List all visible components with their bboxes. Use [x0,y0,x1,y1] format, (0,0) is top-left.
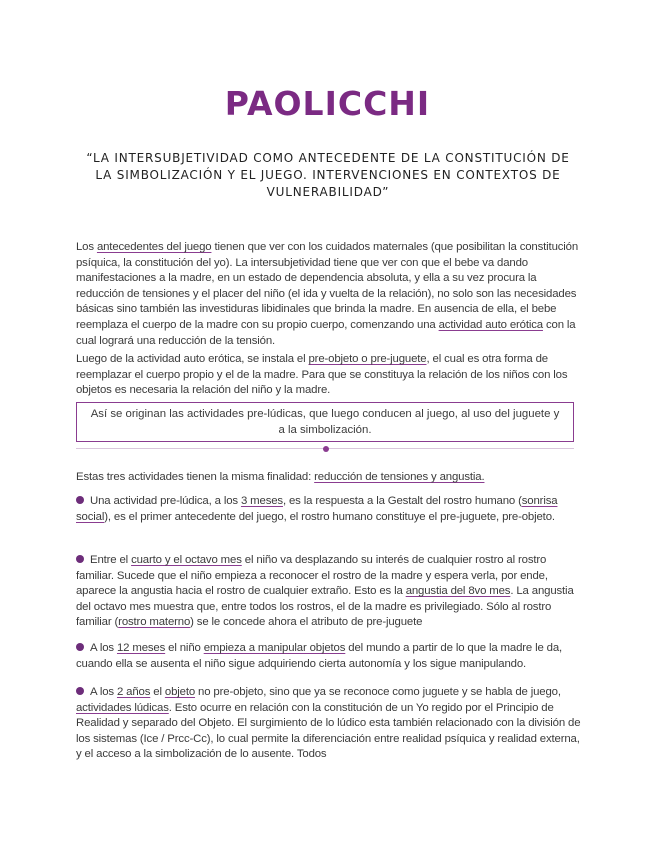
paragraph-pre-objeto: Luego de la actividad auto erótica, se instala el pre-objeto o pre-juguete, el cual es otra forma de reemplazar el cuerpo propio y el de la madre. Para que se constituya la relación de los niños con los objetos es necesaria la relación del niño y la madre. [76,353,568,397]
bullet-octavo-mes: Entre el cuarto y el octavo mes el niño va desplazando su interés de cualquier rostro al rostro familiar. Sucede que el niño empieza a reconocer el rostro de la madre y espera verla, por ende, aparece la angustia hacia el rostro de cualquier extraño. Esto es la angustia del 8vo mes. La angustia del octavo mes muestra que, entre todos los rostros, el de la madre es privilegiado. Sólo al rostro familiar (rostro materno) se le concede ahora el atributo de pre-juguete [76,554,574,629]
paragraph-finalidad: Estas tres actividades tienen la misma finalidad: reducción de tensiones y angustia. [76,471,485,483]
highlight-term: pre-objeto o pre-juguete [308,353,427,365]
highlight-term: antecedentes del juego [96,241,212,253]
highlight-term: angustia del 8vo mes [405,585,511,598]
highlight-term: empieza a manipular objetos [203,642,346,654]
highlight-term: 3 meses [240,495,283,507]
bullet-3-meses: Una actividad pre-lúdica, a los 3 meses, es la respuesta a la Gestalt del rostro humano (sonrisa social), es el primer antecedente del juego, el rostro humano constituye el pre-juguete, pre-objeto. [76,495,558,523]
bullet-12-meses: A los 12 meses el niño empieza a manipular objetos del mundo a partir de lo que la madre le da, cuando ella se ausenta el niño sigue adquiriendo cierta autonomía y los sigue manipulando. [76,642,563,670]
callout-box: Así se originan las actividades pre-lúdicas, que luego conducen al juego, al uso del juguete y a la simbolización. [76,402,574,442]
highlight-term: sonrisa social [76,495,558,523]
highlight-term: cuarto y el octavo mes [131,554,242,566]
subtitle: “LA INTERSUBJETIVIDAD COMO ANTECEDENTE DE LA CONSTITUCIÓN DE LA SIMBOLIZACIÓN Y EL JUEGO. INTERVENCIONES EN CONTEXTOS DE VULNERABILIDAD” [86,151,570,199]
bullet-icon [76,687,84,695]
highlight-term: 12 meses [116,642,166,654]
paragraph-antecedentes: Los antecedentes del juego tienen que ver con los cuidados maternales (que posibilitan la constitución psíquica, la constitución del yo). La intersubjetividad tiene que ver con que el bebe va dando manifestaciones a la madre, en un estado de dependencia absoluta, y ella a su vez procura la reducción de tensiones y el placer del niño (el ida y vuelta de la relación), no solo son las necesidades básicas sino también las investiduras libidinales que brinda la madre. En ausencia de ella, el bebe reemplaza el cuerpo de la madre con su propio cuerpo, comenzando una actividad auto erótica con la cual logrará una reducción de la tensión. [76,241,579,347]
highlight-term: 2 años [116,686,151,698]
bullet-icon [76,555,84,563]
divider-dot [323,446,329,452]
highlight-term: actividades lúdicas [76,701,169,714]
page-title: PAOLICCHI [224,84,431,123]
highlight-term: reducción de tensiones y angustia. [314,471,485,483]
highlight-term: objeto [164,686,196,698]
highlight-term: actividad auto erótica [438,318,543,331]
highlight-term: rostro materno [118,616,191,629]
bullet-2-anos: A los 2 años el objeto no pre-objeto, sino que ya se reconoce como juguete y se habla de juego, actividades lúdicas. Esto ocurre en relación con la constitución de un Yo regido por el Principio de Realidad y separado del Objeto. El surgimiento de lo lúdico esta también relacionado con la división de los sistemas (Ice / Prcc-Cc), lo cual permite la diferenciación entre realidad psíquica y realidad externa, y el acceso a la simbolización de lo ausente. Todos [76,686,581,761]
bullet-icon [76,643,84,651]
bullet-icon [76,496,84,504]
